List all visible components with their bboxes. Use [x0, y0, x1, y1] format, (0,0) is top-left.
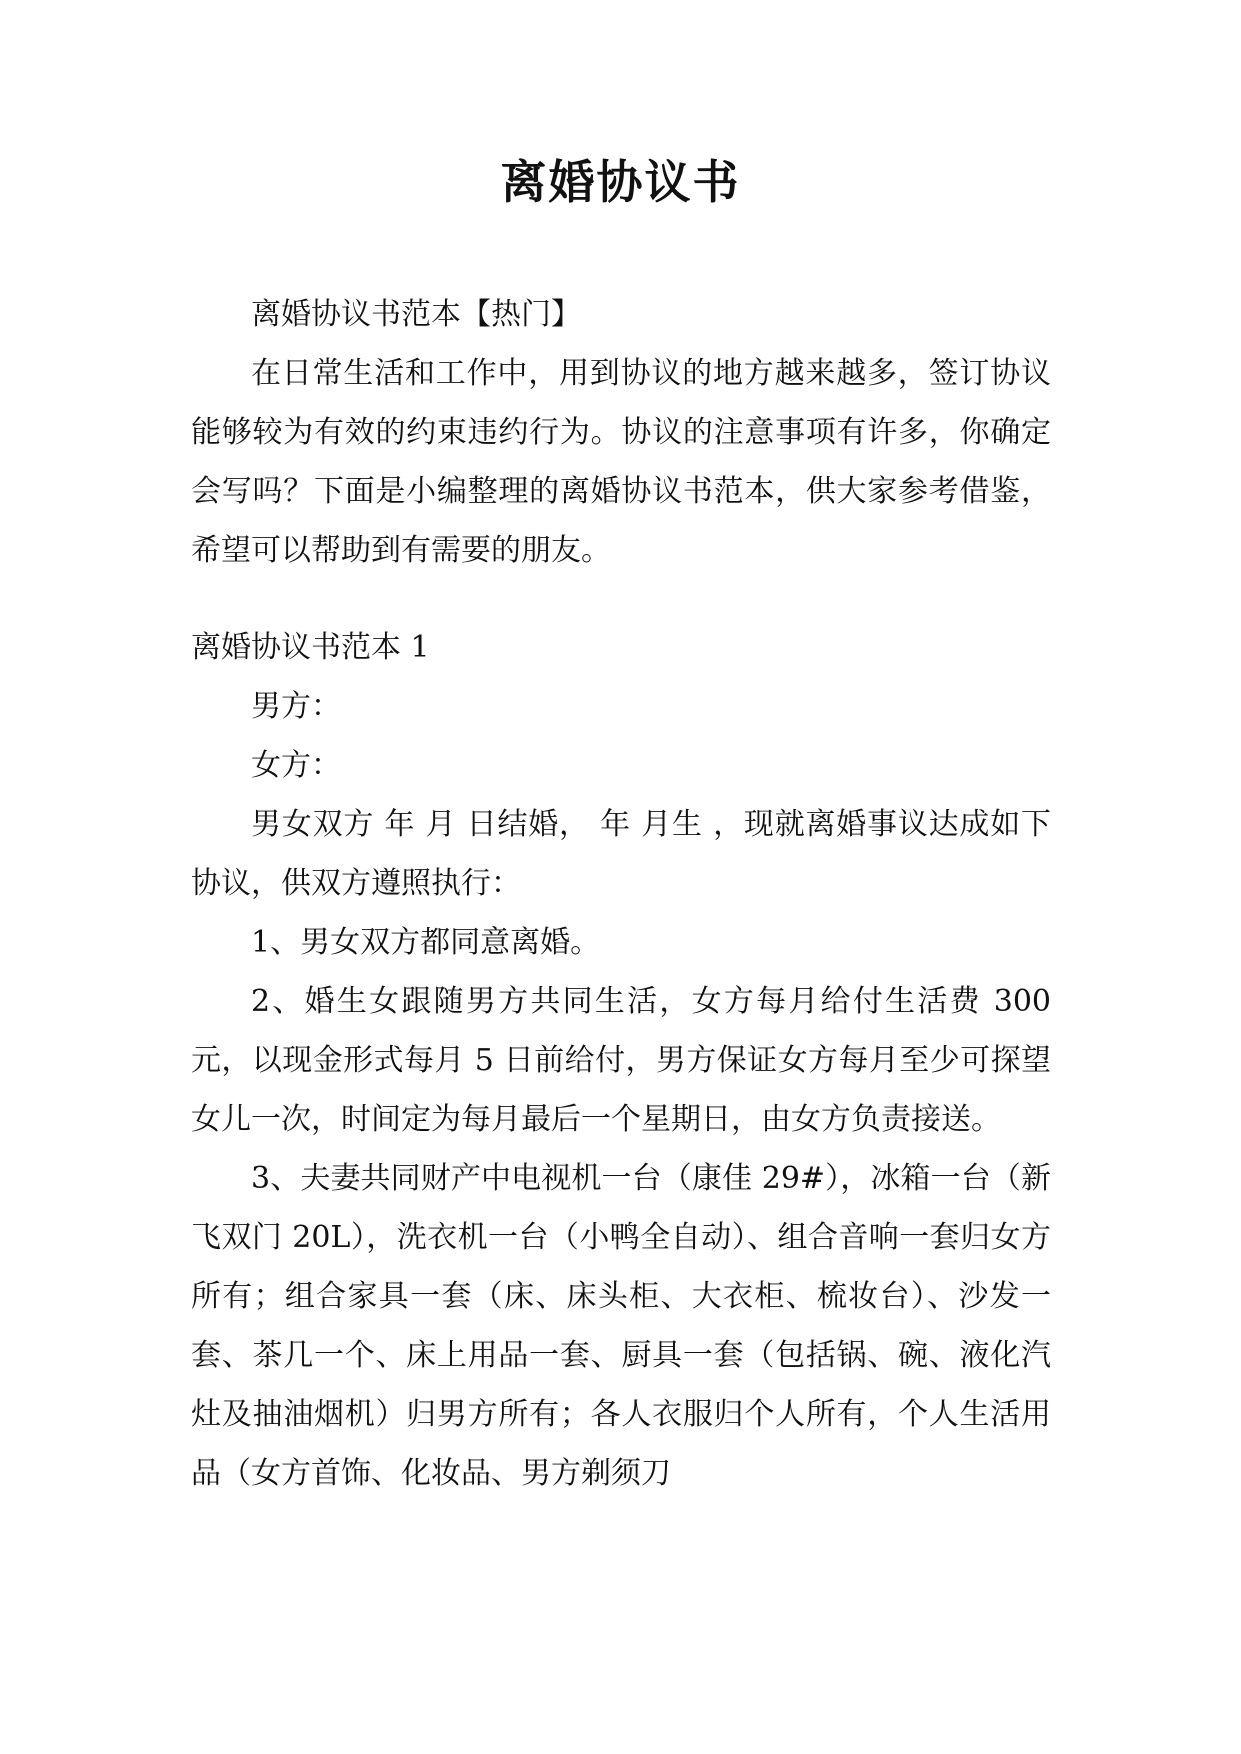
sample-heading: 离婚协议书范本 1	[191, 630, 430, 665]
marriage-statement: 男女双方 年 月 日结婚， 年 月生 ，现就离婚事议达成如下协议，供双方遵照执行：	[191, 807, 1051, 901]
section-gap	[191, 580, 1051, 618]
female-party-line: 女方：	[251, 748, 341, 783]
document-body	[191, 285, 1051, 1503]
clause-2: 2、婚生女跟随男方共同生活，女方每月给付生活费 300元，以现金形式每月 5 日前给付，男方保证女方每月至少可探望女儿一次，时间定为每月最后一个星期日，由女方负责接送。	[191, 984, 1051, 1137]
clause-3: 3、夫妻共同财产中电视机一台（康佳 29#），冰箱一台（新飞双门 20L），洗衣机一台（小鸭全自动）、组合音响一套归女方所有；组合家具一套（床、床头柜、大衣柜、梳妆台）、沙发一套、茶几一个、床上用品一套、厨具一套（包括锅、碗、液化汽灶及抽油烟机）归男方所有；各人衣服归个人所有，个人生活用品（女方首饰、化妆品、男方剃须刀	[191, 1161, 1051, 1491]
document-title: 离婚协议书	[500, 155, 741, 209]
clause-1: 1、男女双方都同意离婚。	[251, 925, 601, 960]
male-party-line: 男方：	[251, 689, 341, 724]
intro-heading: 离婚协议书范本【热门】	[251, 297, 581, 332]
intro-paragraph: 在日常生活和工作中，用到协议的地方越来越多，签订协议能够较为有效的约束违约行为。协议的注意事项有许多，你确定会写吗？下面是小编整理的离婚协议书范本，供大家参考借鉴，希望可以帮助到有需要的朋友。	[191, 356, 1051, 568]
